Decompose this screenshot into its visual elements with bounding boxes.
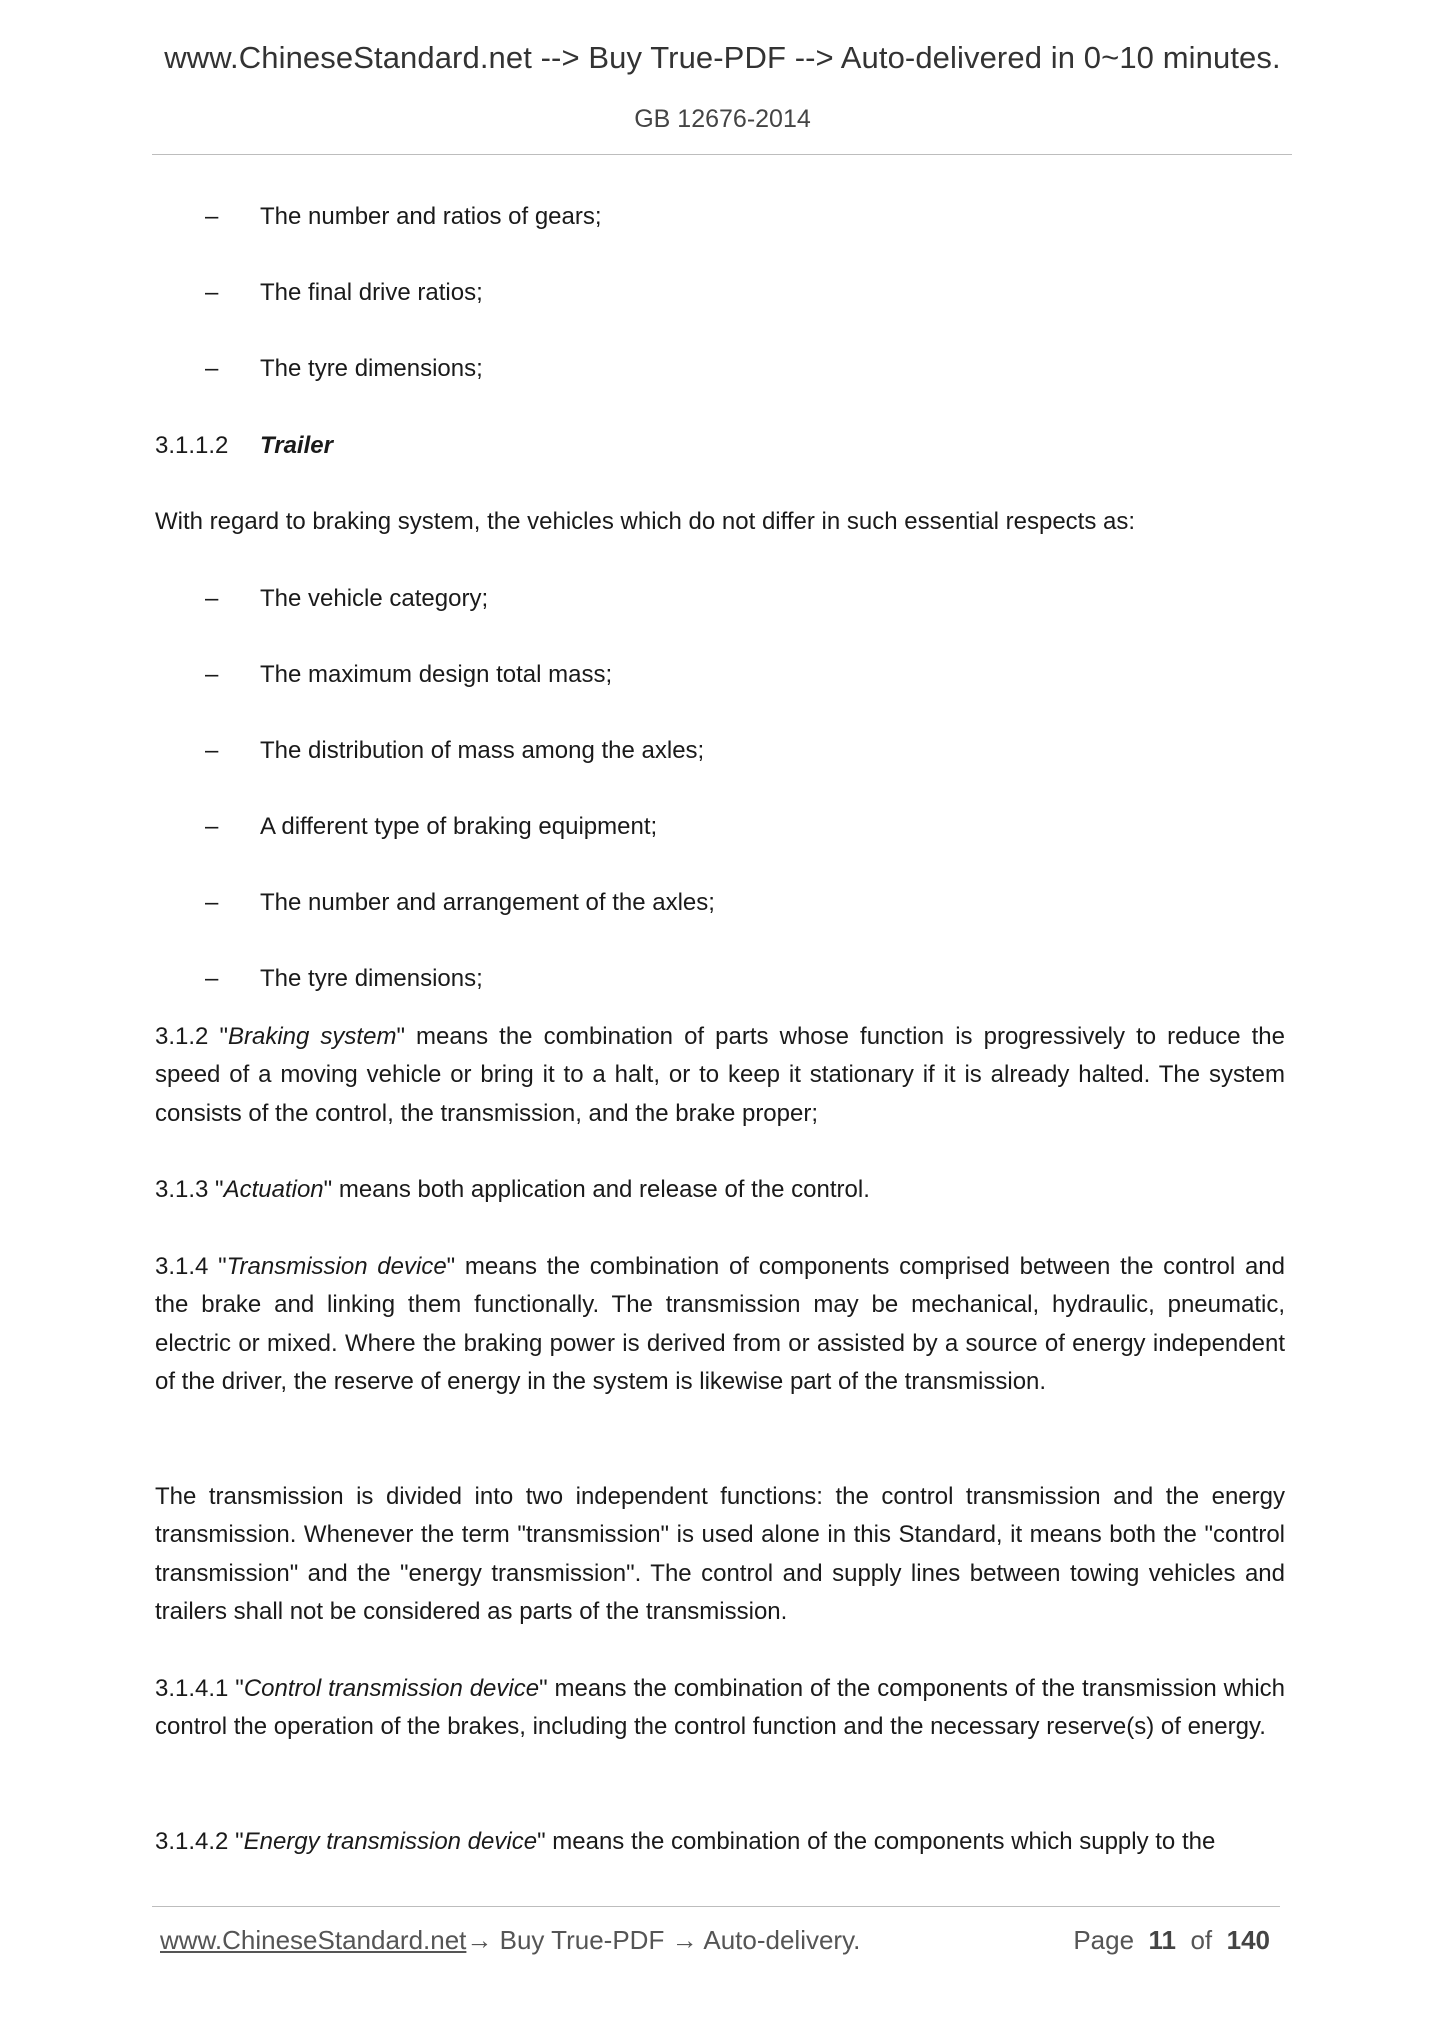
clause-body: " means the combination of components comprised between the control and the brake and linking them functionally. The transmission may be mechanical, hydraulic, pneumatic, electric or mixed. Where the braking power is derived from or assisted by a source of energy independent of the driver, the reserve of energy in the system is likewise part of the transmission. [155, 1253, 1285, 1395]
bullet-dash: – [205, 661, 219, 688]
clause-body: " means the combination of the components of the transmission which control the operation of the brakes, including the control function and the necessary reserve(s) of energy. [155, 1675, 1286, 1741]
paragraph-transmission: The transmission is divided into two independent functions: the control transmission and the energy transmission. Whenever the term "transmission" is used alone in this Standard, it means both the "control transmission" and the "energy transmission". The control and supply lines between towing vehicles and trailers shall not be considered as parts of the transmission. [155, 1483, 1285, 1625]
footer-divider [152, 1906, 1280, 1907]
clause-prefix: 3.1.4.2 " [155, 1828, 244, 1855]
document-code: GB 12676-2014 [634, 105, 811, 133]
page-total: 140 [1226, 1925, 1270, 1955]
paragraph-3-1-4 [155, 1248, 1285, 1401]
paragraph-3-1-2 [155, 1018, 1285, 1133]
defined-term: Control transmission device [243, 1675, 540, 1702]
bullet-dash: – [205, 355, 219, 382]
list-item: The tyre dimensions; [260, 355, 483, 382]
site-banner: www.ChineseStandard.net --> Buy True-PDF --> Auto-delivered in 0~10 minutes. [164, 40, 1281, 75]
clause-prefix: 3.1.2 " [155, 1023, 228, 1050]
arrow-right-icon: → [466, 1925, 493, 1955]
defined-term: Braking system [227, 1023, 397, 1050]
list-item: The distribution of mass among the axles; [260, 737, 705, 764]
clause-body: " means both application and release of the control. [323, 1176, 870, 1203]
page-label: Page [1073, 1925, 1135, 1955]
section-title: Trailer [260, 432, 333, 459]
defined-term: Transmission device [226, 1253, 447, 1280]
clause-prefix: 3.1.3 " [155, 1176, 224, 1203]
footer-delivery-text: Auto-delivery. [697, 1925, 861, 1955]
clause-prefix: 3.1.4.1 " [155, 1675, 244, 1702]
arrow-right-icon: → [671, 1925, 698, 1955]
site-link[interactable]: www.ChineseStandard.net [160, 1925, 467, 1955]
list-item: The vehicle category; [260, 585, 489, 612]
clause-prefix: 3.1.4 " [155, 1253, 227, 1280]
paragraph-3-1-3 [155, 1171, 1285, 1209]
paragraph-3-1-4-2 [155, 1823, 1285, 1861]
bullet-dash: – [205, 965, 219, 992]
bullet-dash: – [205, 203, 219, 230]
list-item: A different type of braking equipment; [260, 813, 658, 840]
section-number: 3.1.1.2 [155, 432, 229, 459]
clause-body: " means the combination of the components which supply to the [537, 1828, 1216, 1855]
list-item: The number and ratios of gears; [260, 203, 602, 230]
defined-term: Actuation [223, 1176, 324, 1203]
section-intro: With regard to braking system, the vehicles which do not differ in such essential respects as: [155, 508, 1136, 535]
list-item: The final drive ratios; [260, 279, 483, 306]
defined-term: Energy transmission device [243, 1828, 538, 1855]
bullet-dash: – [205, 889, 219, 916]
list-item: The maximum design total mass; [260, 661, 613, 688]
footer-promo [160, 1925, 860, 1956]
of-label: of [1190, 1925, 1213, 1955]
bullet-dash: – [205, 279, 219, 306]
paragraph-3-1-4-1 [155, 1670, 1285, 1747]
list-item: The tyre dimensions; [260, 965, 483, 992]
bullet-dash: – [205, 737, 219, 764]
bullet-dash: – [205, 813, 219, 840]
bullet-dash: – [205, 585, 219, 612]
page-number: 11 [1148, 1925, 1177, 1955]
list-item: The number and arrangement of the axles; [260, 889, 715, 916]
page-indicator [1073, 1925, 1270, 1956]
footer-buy-text: Buy True-PDF [492, 1925, 672, 1955]
header-divider [152, 154, 1292, 155]
clause-body: " means the combination of parts whose function is progressively to reduce the speed of a moving vehicle or bring it to a halt, or to keep it stationary if it is already halted. The system consists of the control, the transmission, and the brake proper; [155, 1023, 1285, 1127]
